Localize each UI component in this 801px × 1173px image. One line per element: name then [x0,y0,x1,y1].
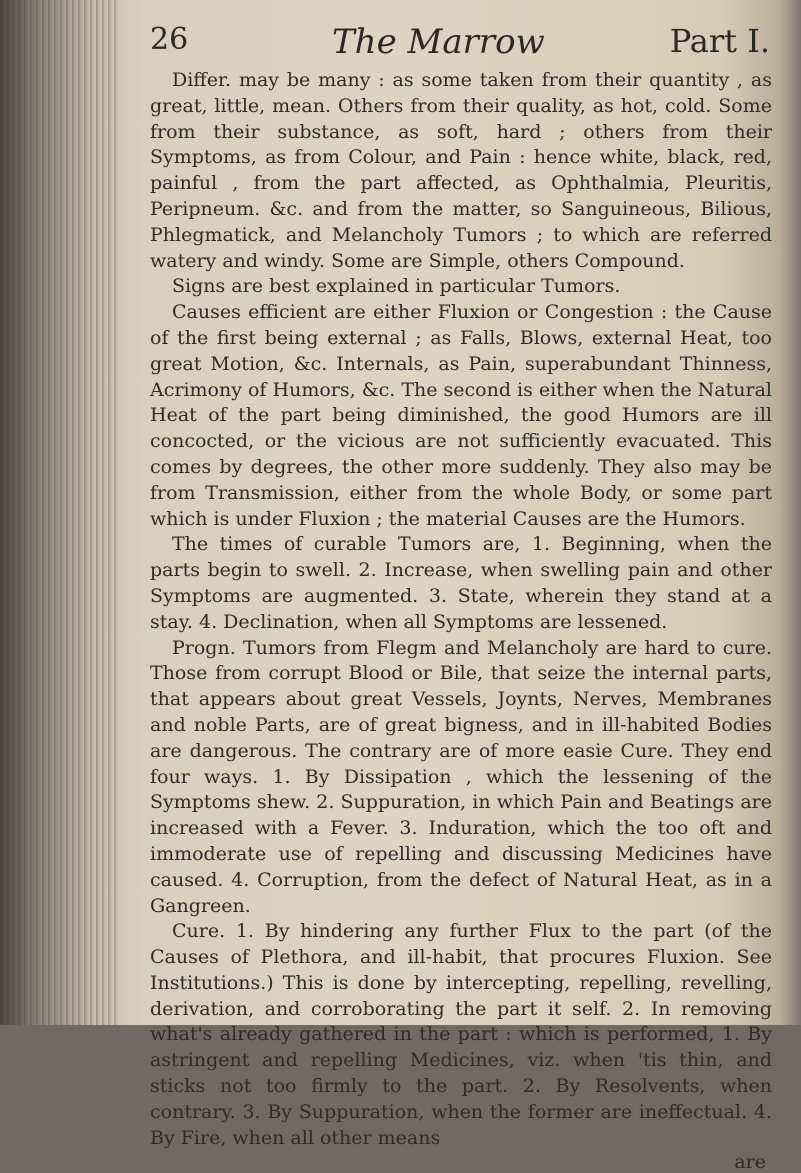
page-number: 26 [150,22,189,57]
body-text [150,68,772,1173]
running-title: The Marrow [332,22,545,62]
paragraph-prognosis: Progn. Tumors from Flegm and Melancholy are hard to cure. Those from corrupt Blood or Bile, that seize the internal parts, that appears about great Vessels, Joynts, Nerves, Membranes and noble Parts, are of great bigness, and in ill-habited Bodies are dangerous. The contrary are of more easie Cure. They end four ways. 1. By Dissipation , which the lessening of the Symptoms shew. 2. Suppuration, in which Pain and Beatings are increased with a Fever. 3. Induration, which the too oft and immoderate use of repelling and discussing Medicines have caused. 4. Corruption, from the defect of Natural Heat, as in a Gangreen. [150,636,772,917]
page [150,22,780,1173]
page-header [150,22,780,64]
paragraph-causes: Causes efficient are either Fluxion or Congestion : the Cause of the first being external ; as Falls, Blows, external Heat, too great Motion, &c. Internals, as Pain, superabundant Thinness, Acrimony of Humors, &c. The second is either when the Natural Heat of the part being diminished, the good Humors are ill concocted, or the vicious are not sufficiently evacuated. This comes by degrees, the other more suddenly. They also may be from Transmission, either from the whole Body, or some part which is under Fluxion ; the material Causes are the Humors. [150,301,772,530]
paragraph-signs: Signs are best explained in particular Tumors. [172,275,621,298]
catchword: are [734,1151,766,1173]
paragraph-differences: Differ. may be many : as some taken from their quantity , as great, little, mean. Others from their quality, as hot, cold. Some from their substance, as soft, hard ; others from their Symptoms, as from Colour, and Pain : hence white, black, red, painful , from the part affected, as Ophthalmia, Pleuritis, Peripneum. &c. and from the matter, so Sanguineous, Bilious, Phlegmatick, and Melancholy Tumors ; to which are referred watery and windy. Some are Simple, others Compound. [150,69,772,272]
paragraph-times: The times of curable Tumors are, 1. Beginning, when the parts begin to swell. 2. Increase, when swelling pain and other Symptoms are augmented. 3. State, wherein they stand at a stay. 4. Declination, when all Symptoms are lessened. [150,533,772,633]
page-gutter [0,0,120,1025]
paragraph-cure: Cure. 1. By hindering any further Flux to the part (of the Causes of Plethora, and ill-habit, that procures Fluxion. See Institutions.) This is done by intercepting, repelling, revelling, derivation, and corroborating the part it self. 2. In removing what's already gathered in the part : which is performed, 1. By astringent and repelling Medicines, viz. when 'tis thin, and sticks not too firmly to the part. 2. By Resolvents, when contrary. 3. By Suppuration, when the former are ineffectual. 4. By Fire, when all other means [150,920,772,1149]
part-label: Part I. [669,22,770,60]
